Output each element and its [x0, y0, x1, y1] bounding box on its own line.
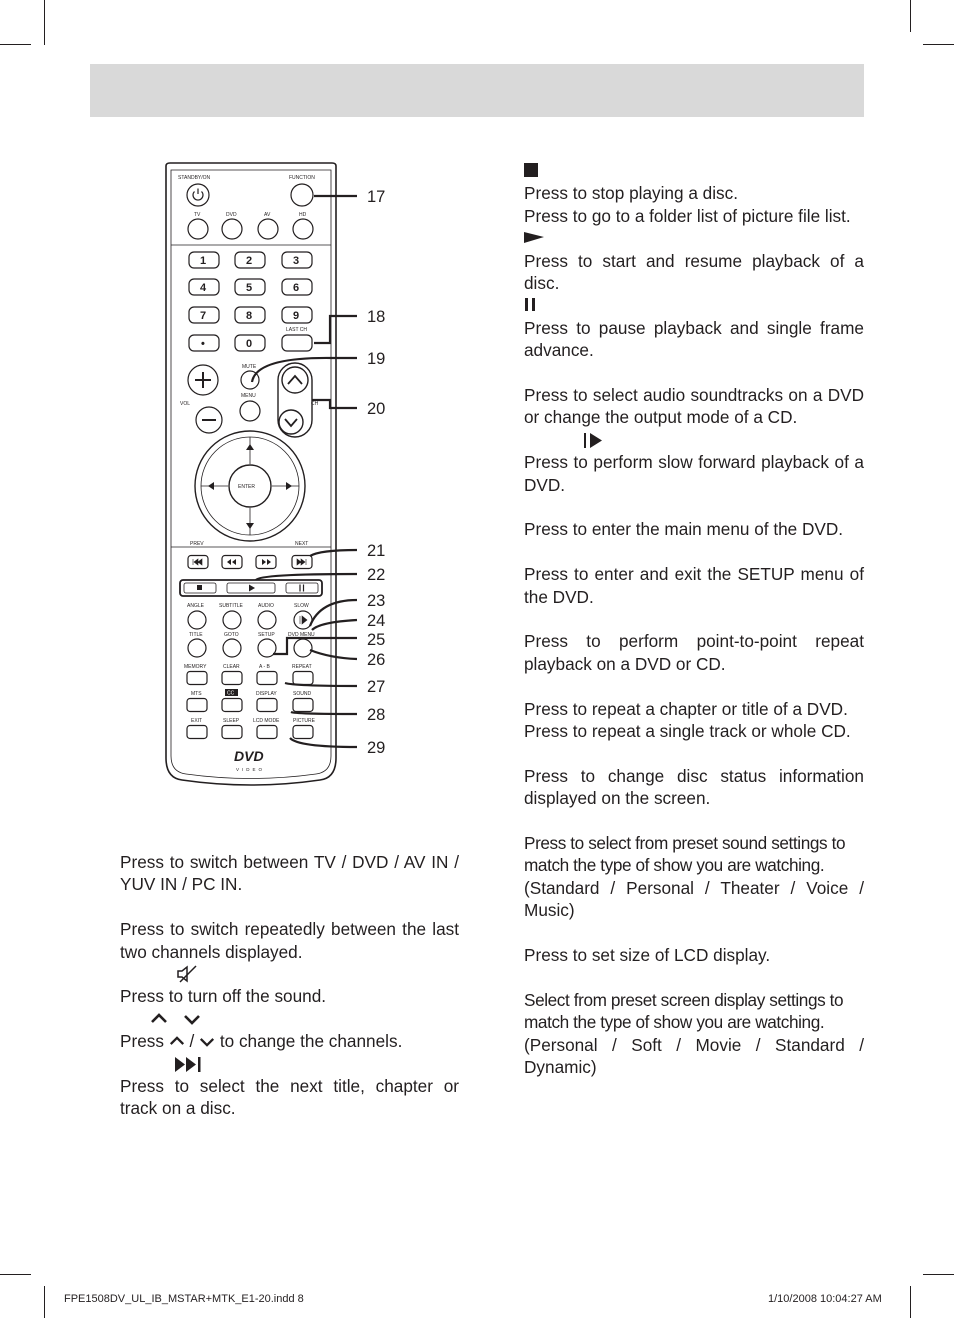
crop-mark — [910, 1286, 911, 1318]
remote-illustration — [160, 160, 400, 790]
function-description: Press to switch between TV / DVD / AV IN / YUV IN / PC IN. — [120, 852, 459, 895]
mute-label: MUTE — [242, 364, 257, 370]
forward-button[interactable] — [256, 556, 276, 569]
a-b-label: A - B — [259, 664, 270, 670]
svg-text:3: 3 — [293, 255, 300, 267]
callout-22: 22 — [367, 566, 386, 584]
menu-button[interactable] — [240, 401, 260, 421]
lcd-mode-button[interactable] — [257, 726, 277, 739]
enter-label: ENTER — [238, 484, 255, 490]
footer-timestamp: 1/10/2008 10:04:27 AM — [768, 1293, 882, 1305]
angle-label: ANGLE — [187, 603, 204, 609]
sleep-button[interactable] — [222, 726, 242, 739]
slow-description: Press to perform slow forward playback of a DVD. — [524, 452, 864, 495]
last-ch-button[interactable] — [282, 335, 312, 351]
lcd-mode-label: LCD MODE — [253, 718, 280, 724]
audio-label: AUDIO — [258, 603, 274, 609]
cc-button[interactable] — [222, 699, 242, 712]
subtitle-button[interactable] — [223, 611, 241, 629]
left-description-column — [120, 851, 459, 1120]
tv-label: TV — [194, 212, 201, 218]
audio-description: Press to select audio soundtracks on a DVD or change the output mode of a CD. — [524, 385, 864, 428]
svg-text:0: 0 — [246, 338, 253, 350]
key-7[interactable] — [189, 307, 219, 323]
mute-icon — [120, 963, 459, 985]
next-icon — [120, 1053, 459, 1075]
chevron-down-icon — [199, 1037, 215, 1048]
repeat-label: REPEAT — [292, 664, 312, 670]
ch-down-button[interactable] — [279, 410, 303, 434]
audio-button[interactable] — [258, 611, 276, 629]
picture-description: Select from preset screen display settings to match the type of show you are watching. — [524, 989, 844, 1033]
callout-25: 25 — [367, 631, 386, 649]
play-description: Press to start and resume playback of a disc. — [524, 250, 864, 293]
rewind-button[interactable] — [222, 556, 242, 569]
key-4[interactable] — [189, 279, 219, 295]
key-1[interactable] — [189, 252, 219, 268]
display-description: Press to change disc status information displayed on the screen. — [524, 765, 864, 809]
exit-label: EXIT — [191, 718, 203, 724]
picture-label: PICTURE — [293, 718, 315, 724]
sound-button[interactable] — [293, 699, 313, 712]
setup-label: SETUP — [258, 632, 275, 638]
picture-button[interactable] — [293, 726, 313, 739]
title-label: TITLE — [189, 632, 203, 638]
prev-label: PREV — [190, 541, 204, 547]
dvd-menu-description: Press to enter the main menu of the DVD. — [524, 519, 844, 540]
chevron-down-icon — [183, 1014, 201, 1026]
crop-mark — [923, 44, 954, 45]
sound-options: (Standard / Personal / Theater / Voice / Music) — [524, 877, 864, 921]
a-b-description: Press to perform point-to-point repeat playback on a DVD or CD. — [524, 631, 864, 674]
function-button[interactable] — [291, 184, 313, 206]
play-button[interactable] — [227, 583, 275, 593]
header-bar — [90, 64, 864, 117]
av-label: AV — [264, 212, 271, 218]
svg-text:7: 7 — [200, 310, 207, 322]
ch-label: CH — [311, 401, 319, 407]
key-5[interactable] — [235, 279, 265, 295]
pause-icon — [524, 294, 864, 316]
title-button[interactable] — [188, 639, 206, 657]
standby-button[interactable] — [187, 184, 209, 206]
callout-29: 29 — [367, 739, 386, 757]
picture-options: (Personal / Soft / Movie / Standard / Dynamic) — [524, 1034, 864, 1078]
stop-icon — [524, 160, 864, 182]
chevron-up-icon — [169, 1035, 185, 1046]
crop-mark — [0, 1274, 31, 1275]
key-8[interactable] — [235, 307, 265, 323]
right-description-column — [524, 160, 864, 1078]
repeat-cd-description: Press to repeat a single track or whole CD. — [524, 721, 851, 742]
callout-19: 19 — [367, 350, 386, 368]
dvd-label: DVD — [226, 212, 237, 218]
crop-mark — [923, 1274, 954, 1275]
callout-26: 26 — [367, 651, 386, 669]
av-button[interactable] — [258, 219, 278, 239]
function-label: FUNCTION — [289, 175, 315, 181]
callout-17: 17 — [367, 188, 386, 206]
dvd-menu-label: DVD MENU — [288, 632, 315, 638]
pause-description: Press to pause playback and single frame advance. — [524, 317, 864, 361]
stop-folder-description: Press to go to a folder list of picture file list. — [524, 205, 851, 226]
svg-text:•: • — [201, 338, 205, 350]
crop-mark — [44, 0, 45, 45]
angle-button[interactable] — [188, 611, 206, 629]
prev-button[interactable] — [188, 556, 208, 569]
stop-description: Press to stop playing a disc. — [524, 183, 738, 204]
last-ch-description: Press to switch repeatedly between the last two channels displayed. — [120, 919, 459, 962]
key-2[interactable] — [235, 252, 265, 268]
svg-text:4: 4 — [200, 282, 207, 294]
sleep-label: SLEEP — [223, 718, 240, 724]
clear-button[interactable] — [222, 672, 242, 685]
key-6[interactable] — [282, 279, 312, 295]
goto-button[interactable] — [223, 639, 241, 657]
memory-button[interactable] — [187, 672, 207, 685]
sound-label: SOUND — [293, 691, 312, 697]
ch-up-button[interactable] — [282, 367, 308, 393]
clear-label: CLEAR — [223, 664, 240, 670]
mute-description: Press to turn off the sound. — [120, 986, 327, 1007]
crop-mark — [910, 0, 911, 32]
key-9[interactable] — [282, 307, 312, 323]
key-3[interactable] — [282, 252, 312, 268]
lcd-mode-description: Press to set size of LCD display. — [524, 945, 771, 966]
mts-button[interactable] — [187, 699, 207, 712]
exit-button[interactable] — [187, 726, 207, 739]
svg-text:1: 1 — [200, 255, 207, 267]
hd-label: HD — [299, 212, 307, 218]
svg-text:8: 8 — [246, 310, 253, 322]
channel-description: Press / to change the channels. — [120, 1031, 403, 1052]
footer-filename: FPE1508DV_UL_IB_MSTAR+MTK_E1-20.indd 8 — [64, 1293, 304, 1305]
cc-label: CC — [227, 690, 235, 697]
key-0[interactable] — [235, 335, 265, 351]
svg-text:2: 2 — [246, 255, 253, 267]
callout-24: 24 — [367, 612, 386, 630]
stop-button[interactable] — [184, 583, 216, 593]
goto-label: GOTO — [224, 632, 239, 638]
callout-20: 20 — [367, 400, 386, 418]
svg-text:5: 5 — [246, 282, 253, 294]
last-ch-label: LAST CH — [286, 327, 308, 333]
dvd-logo: DVD — [234, 748, 264, 764]
callout-23: 23 — [367, 592, 386, 610]
next-label: NEXT — [295, 541, 309, 547]
callout-21: 21 — [367, 542, 386, 560]
tv-button[interactable] — [188, 219, 208, 239]
crop-mark — [44, 1286, 45, 1318]
pause-button[interactable] — [286, 583, 318, 593]
chevron-up-icon — [150, 1012, 168, 1024]
callout-18: 18 — [367, 308, 386, 326]
play-icon — [524, 227, 864, 249]
next-description: Press to select the next title, chapter or track on a disc. — [120, 1076, 459, 1119]
channel-icons — [120, 1008, 459, 1030]
callout-28: 28 — [367, 706, 386, 724]
crop-mark — [0, 44, 31, 45]
dvd-menu-button[interactable] — [294, 639, 312, 657]
dvd-logo-sub: VIDEO — [236, 767, 266, 772]
menu-label: MENU — [241, 393, 256, 399]
dvd-button[interactable] — [222, 219, 242, 239]
vol-label: VOL — [180, 401, 191, 407]
standby-label: STANDBY/ON — [178, 175, 211, 181]
setup-description: Press to enter and exit the SETUP menu of the DVD. — [524, 564, 864, 607]
repeat-description: Press to repeat a chapter or title of a DVD. — [524, 698, 848, 719]
hd-button[interactable] — [293, 219, 313, 239]
display-label: DISPLAY — [256, 691, 277, 697]
repeat-button[interactable] — [293, 672, 313, 685]
mts-label: MTS — [191, 691, 202, 697]
a-b-button[interactable] — [257, 672, 277, 685]
subtitle-label: SUBTITLE — [219, 603, 243, 609]
slow-label: SLOW — [294, 603, 309, 609]
key-dot[interactable] — [189, 335, 219, 351]
sound-description: Press to select from preset sound settings to match the type of show you are watching. — [524, 833, 846, 876]
memory-label: MEMORY — [184, 664, 207, 670]
display-button[interactable] — [257, 699, 277, 712]
slow-icon — [524, 429, 864, 451]
svg-text:6: 6 — [293, 282, 300, 294]
callout-27: 27 — [367, 678, 386, 696]
next-button[interactable] — [292, 556, 312, 569]
svg-text:9: 9 — [293, 310, 300, 322]
